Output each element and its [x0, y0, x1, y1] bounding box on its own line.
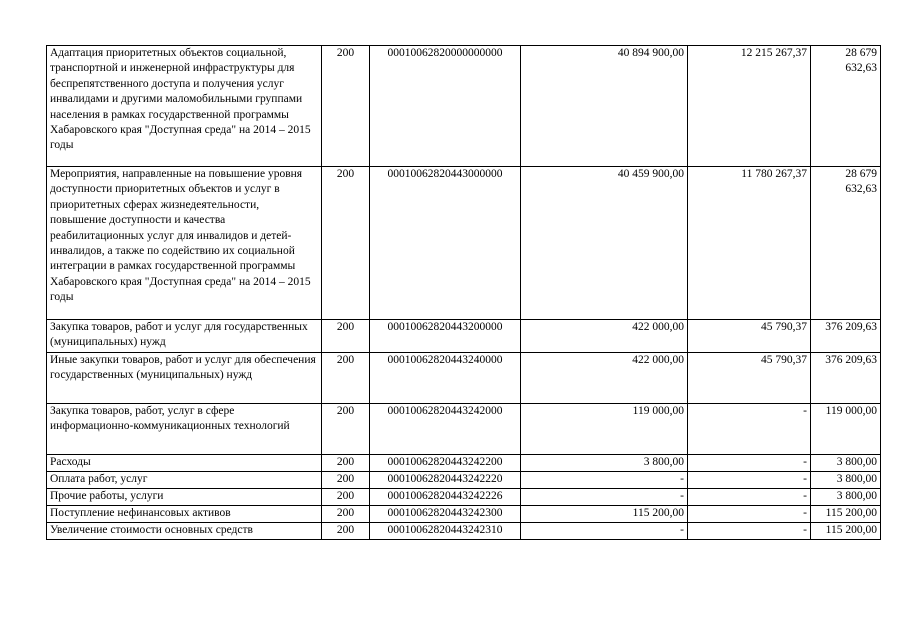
table-row — [47, 320, 881, 353]
row-line-code: 200 — [322, 353, 370, 404]
row-name: Закупка товаров, работ, услуг в сфере информационно-коммуникационных технологий — [47, 404, 322, 455]
row-line-code: 200 — [322, 472, 370, 489]
row-unexecuted: 28 679 632,63 — [811, 46, 881, 167]
row-name: Иные закупки товаров, работ и услуг для обеспечения государственных (муниципальных) нужд — [47, 353, 322, 404]
row-line-code: 200 — [322, 320, 370, 353]
table-row — [47, 489, 881, 506]
row-approved: 115 200,00 — [521, 506, 688, 523]
row-line-code: 200 — [322, 506, 370, 523]
row-unexecuted: 115 200,00 — [811, 523, 881, 540]
row-executed: - — [688, 472, 811, 489]
row-unexecuted: 28 679 632,63 — [811, 167, 881, 320]
row-name: Поступление нефинансовых активов — [47, 506, 322, 523]
row-approved: - — [521, 523, 688, 540]
row-unexecuted: 3 800,00 — [811, 455, 881, 472]
row-unexecuted: 119 000,00 — [811, 404, 881, 455]
row-line-code: 200 — [322, 455, 370, 472]
row-budget-code: 00010062820443242000 — [370, 404, 521, 455]
table-row — [47, 46, 881, 167]
table-row — [47, 506, 881, 523]
row-name: Закупка товаров, работ и услуг для государственных (муниципальных) нужд — [47, 320, 322, 353]
row-line-code: 200 — [322, 489, 370, 506]
row-unexecuted: 3 800,00 — [811, 472, 881, 489]
row-line-code: 200 — [322, 404, 370, 455]
row-budget-code: 00010062820443242300 — [370, 506, 521, 523]
row-name: Мероприятия, направленные на повышение уровня доступности приоритетных объектов и услуг в приоритетных сферах жизнедеятельности, повышение доступности и качества реабилитационных услуг для инвалидов и детей-инвалидов, а также по содействию их социальной интеграции в рамках государственной программы Хабаровского края "Доступная среда" на 2014 – 2015 годы — [47, 167, 322, 320]
row-line-code: 200 — [322, 523, 370, 540]
row-approved: 3 800,00 — [521, 455, 688, 472]
table-row — [47, 353, 881, 404]
row-name: Увеличение стоимости основных средств — [47, 523, 322, 540]
row-unexecuted: 115 200,00 — [811, 506, 881, 523]
row-approved: - — [521, 472, 688, 489]
row-executed: - — [688, 506, 811, 523]
row-approved: 40 459 900,00 — [521, 167, 688, 320]
row-executed: - — [688, 523, 811, 540]
row-name: Прочие работы, услуги — [47, 489, 322, 506]
row-executed: 45 790,37 — [688, 353, 811, 404]
row-executed: - — [688, 404, 811, 455]
row-budget-code: 00010062820443242200 — [370, 455, 521, 472]
row-unexecuted: 376 209,63 — [811, 353, 881, 404]
row-line-code: 200 — [322, 167, 370, 320]
table-row — [47, 455, 881, 472]
row-executed: - — [688, 455, 811, 472]
table-row — [47, 523, 881, 540]
table-row — [47, 404, 881, 455]
row-budget-code: 00010062820443242310 — [370, 523, 521, 540]
table-row — [47, 167, 881, 320]
row-approved: 422 000,00 — [521, 353, 688, 404]
row-executed: 12 215 267,37 — [688, 46, 811, 167]
row-unexecuted: 3 800,00 — [811, 489, 881, 506]
row-budget-code: 00010062820443242226 — [370, 489, 521, 506]
row-approved: 40 894 900,00 — [521, 46, 688, 167]
row-approved: 119 000,00 — [521, 404, 688, 455]
row-approved: 422 000,00 — [521, 320, 688, 353]
row-budget-code: 00010062820443242220 — [370, 472, 521, 489]
row-executed: 11 780 267,37 — [688, 167, 811, 320]
row-budget-code: 00010062820443240000 — [370, 353, 521, 404]
row-executed: - — [688, 489, 811, 506]
row-name: Адаптация приоритетных объектов социальной, транспортной и инженерной инфраструктуры для беспрепятственного доступа и получения услуг инвалидами и другими маломобильными группами населения в рамках государственной программы Хабаровского края "Доступная среда" на 2014 – 2015 годы — [47, 46, 322, 167]
budget-execution-table — [46, 45, 881, 540]
budget-document-page — [46, 45, 881, 540]
table-row — [47, 472, 881, 489]
row-unexecuted: 376 209,63 — [811, 320, 881, 353]
row-name: Расходы — [47, 455, 322, 472]
row-budget-code: 00010062820443000000 — [370, 167, 521, 320]
row-budget-code: 00010062820443200000 — [370, 320, 521, 353]
row-executed: 45 790,37 — [688, 320, 811, 353]
row-budget-code: 00010062820000000000 — [370, 46, 521, 167]
row-approved: - — [521, 489, 688, 506]
row-line-code: 200 — [322, 46, 370, 167]
row-name: Оплата работ, услуг — [47, 472, 322, 489]
